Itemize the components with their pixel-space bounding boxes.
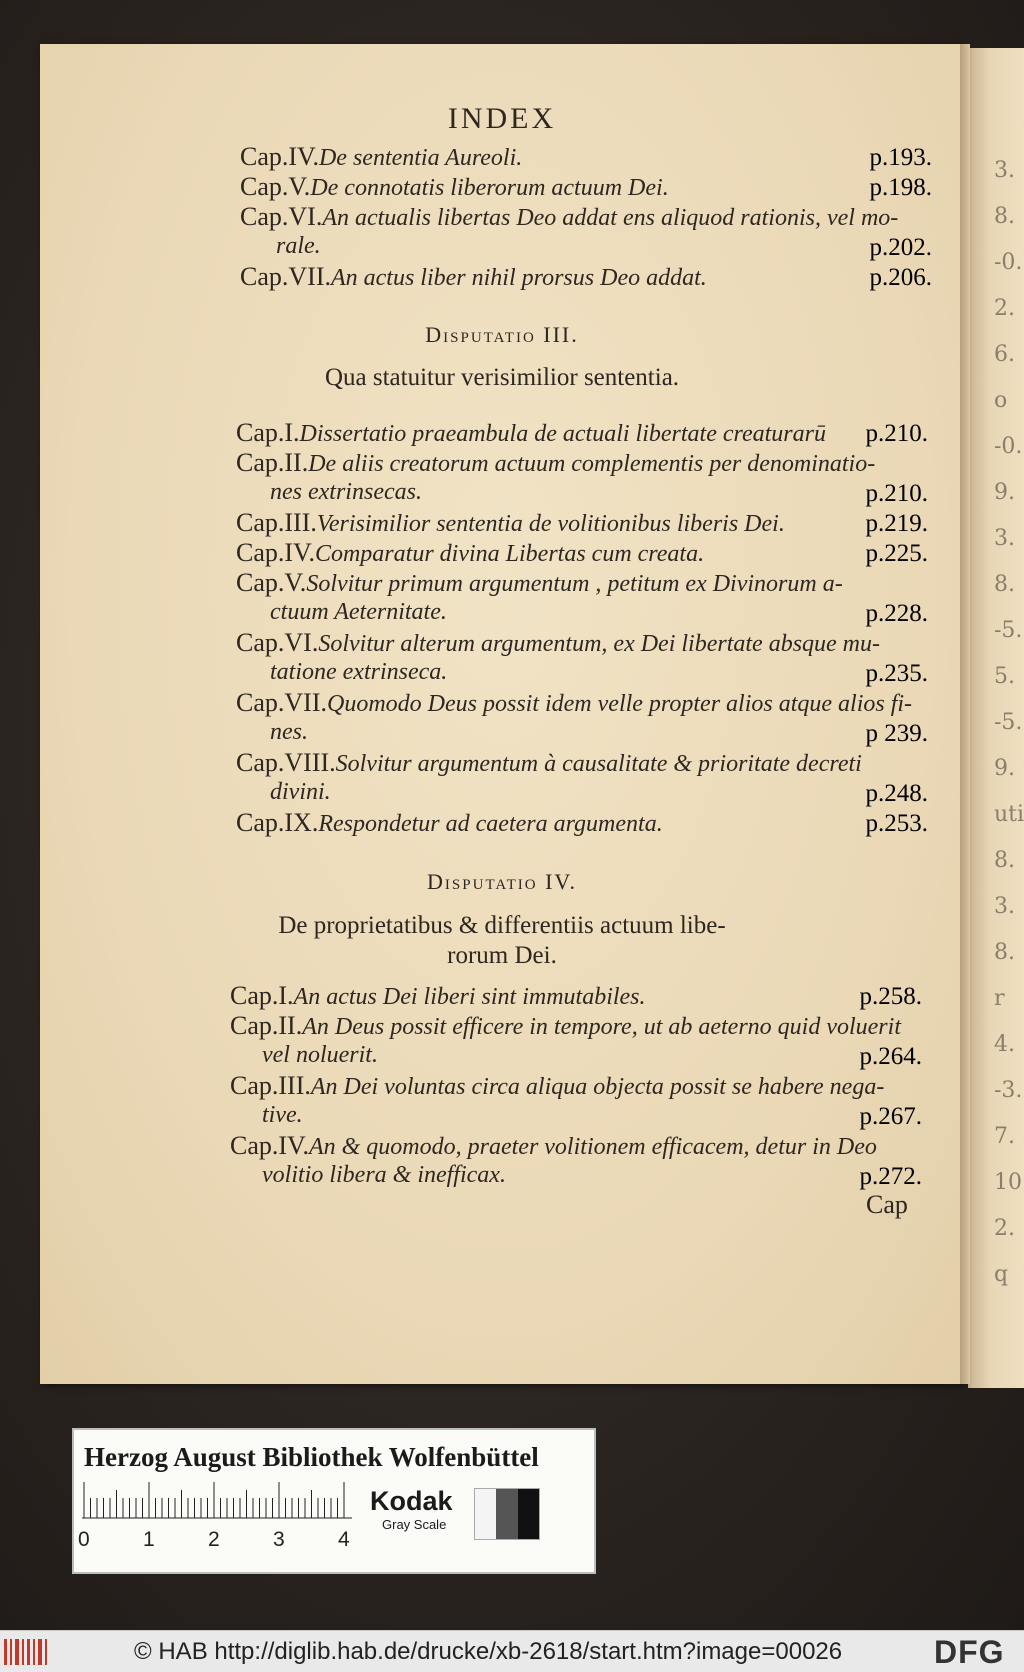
adjacent-page-mark: r (994, 986, 1005, 1011)
adjacent-page-mark: 3. (994, 526, 1015, 551)
page-reference: p.210. (865, 420, 928, 447)
chapter-number: Cap.IV. (230, 1131, 309, 1160)
page-reference: p.267. (859, 1103, 922, 1130)
gray-scale-patches (474, 1488, 540, 1540)
page-reference: p.219. (865, 510, 928, 537)
page-reference: p.258. (859, 983, 922, 1010)
index-entry (240, 174, 669, 200)
index-entry (236, 690, 912, 716)
ruler-number: 4 (338, 1528, 350, 1551)
page-reference: p.228. (865, 600, 928, 627)
chapter-number: Cap.I. (230, 981, 294, 1010)
chapter-number: Cap.V. (236, 568, 307, 597)
chapter-title-continuation: ctuum Aeternitate. (270, 599, 447, 625)
page-reference: p.206. (869, 264, 932, 291)
disputatio-iv-subtitle-line2: rorum Dei. (447, 942, 557, 969)
chapter-number: Cap.VI. (236, 628, 319, 657)
index-entry (230, 1073, 884, 1099)
ruler-number: 3 (273, 1528, 285, 1551)
chapter-title: An Deus possit efficere in tempore, ut ab aeterno quid voluerit (302, 1014, 901, 1040)
chapter-title: Verisimilior sententia de volitionibus liberis Dei. (316, 511, 785, 537)
chapter-title: De connotatis liberorum actuum Dei. (310, 175, 669, 201)
index-entry (230, 1013, 901, 1039)
chapter-number: Cap.VII. (240, 262, 331, 291)
dfg-logo: DFG (934, 1634, 1005, 1670)
adjacent-page-mark: 8. (994, 848, 1015, 873)
kodak-logo: Kodak (370, 1486, 453, 1516)
index-entry (240, 264, 707, 290)
chapter-number: Cap.II. (236, 448, 309, 477)
index-entry (240, 144, 522, 170)
adjacent-page-mark: 8. (994, 940, 1015, 965)
chapter-title-continuation: nes extrinsecas. (270, 479, 422, 505)
adjacent-page-mark: 6. (994, 342, 1015, 367)
kodak-gray-scale-text: Gray Scale (382, 1517, 447, 1532)
chapter-number: Cap.VI. (240, 202, 323, 231)
chapter-title: Comparatur divina Libertas cum creata. (314, 541, 705, 567)
adjacent-page-mark: 9. (994, 756, 1015, 781)
disputatio-iv-heading: Disputatio IV. (427, 869, 577, 894)
adjacent-page-mark: 2. (994, 296, 1015, 321)
chapter-number: Cap.IV. (236, 538, 315, 567)
adjacent-page (968, 48, 1024, 1388)
adjacent-page-mark: uti (994, 802, 1024, 827)
chapter-title: Dissertatio praeambula de actuali libertate creaturarū (299, 421, 826, 447)
disputatio-iii-subtitle: Qua statuitur verisimilior sententia. (324, 364, 680, 391)
chapter-number: Cap.I. (236, 418, 300, 447)
chapter-number: Cap.III. (230, 1071, 311, 1100)
page-title: INDEX (447, 102, 557, 135)
chapter-title: Solvitur alterum argumentum, ex Dei libertate absque mu- (318, 631, 881, 657)
chapter-title: Respondetur ad caetera argumenta. (318, 811, 663, 837)
chapter-title: An & quomodo, praeter volitionem efficacem, detur in Deo (308, 1134, 877, 1160)
chapter-title-continuation: rale. (276, 233, 321, 259)
ruler-number: 2 (208, 1528, 220, 1551)
adjacent-page-mark: 10 (994, 1170, 1022, 1195)
library-color-chart-label (72, 1428, 596, 1574)
adjacent-page-mark: 3. (994, 894, 1015, 919)
ruler-number: 0 (78, 1528, 90, 1551)
adjacent-page-mark: 4. (994, 1032, 1015, 1057)
catchword: Cap (866, 1190, 908, 1219)
page-reference: p.198. (869, 174, 932, 201)
disputatio-iv-subtitle-line1: De proprietatibus & differentiis actuum libe- (278, 912, 726, 939)
page-reference: p.202. (869, 234, 932, 261)
chapter-title: Solvitur argumentum à causalitate & prioritate decreti (335, 751, 862, 777)
chapter-title-continuation: vel noluerit. (262, 1042, 378, 1068)
footer-bar (0, 1630, 1024, 1672)
adjacent-page-mark: 5. (994, 664, 1015, 689)
chapter-number: Cap.IX. (236, 808, 319, 837)
adjacent-page-mark: 2. (994, 1216, 1015, 1241)
page-reference: p.235. (865, 660, 928, 687)
chapter-number: Cap.IV. (240, 142, 319, 171)
adjacent-page-mark: 8. (994, 204, 1015, 229)
adjacent-page-mark: -5. (994, 710, 1023, 735)
chapter-number: Cap.VII. (236, 688, 327, 717)
page-reference: p.225. (865, 540, 928, 567)
adjacent-page-mark: 7. (994, 1124, 1015, 1149)
page-gutter (960, 44, 970, 1384)
chapter-number: Cap.V. (240, 172, 311, 201)
chapter-title: Solvitur primum argumentum , petitum ex Divinorum a- (306, 571, 843, 597)
index-entry (236, 570, 843, 596)
page-reference: p.272. (859, 1163, 922, 1190)
disputatio-iii-heading: Disputatio III. (425, 322, 579, 347)
chapter-title-continuation: divini. (270, 779, 331, 805)
page-reference: p.193. (869, 144, 932, 171)
chapter-title-continuation: tatione extrinseca. (270, 659, 448, 685)
chapter-title: An actus Dei liberi sint immutabiles. (293, 984, 646, 1010)
footer-credit-link[interactable]: © HAB http://diglib.hab.de/drucke/xb-2618/start.htm?image=00026 (134, 1638, 843, 1665)
index-entry (230, 1133, 877, 1159)
page-reference: p.210. (865, 480, 928, 507)
chapter-number: Cap.II. (230, 1011, 303, 1040)
page-reference: p.253. (865, 810, 928, 837)
chapter-number: Cap.VIII. (236, 748, 336, 777)
index-entry (240, 204, 898, 230)
index-entry (236, 630, 880, 656)
index-entry (236, 810, 663, 836)
index-entry (230, 983, 646, 1009)
chapter-title-continuation: tive. (262, 1102, 303, 1128)
adjacent-page-mark: -5. (994, 618, 1023, 643)
adjacent-page-mark: -0. (994, 250, 1023, 275)
index-entry (236, 510, 785, 536)
ruler-number: 1 (143, 1528, 155, 1551)
adjacent-page-mark: 9. (994, 480, 1015, 505)
chapter-title-continuation: volitio libera & inefficax. (262, 1162, 506, 1188)
adjacent-page-mark: -0. (994, 434, 1023, 459)
index-entry (236, 450, 875, 476)
page-reference: p 239. (865, 720, 928, 747)
adjacent-page-mark: o (994, 388, 1008, 413)
chapter-title-continuation: nes. (270, 719, 308, 745)
chapter-title: An Dei voluntas circa aliqua objecta possit se habere nega- (310, 1074, 885, 1100)
adjacent-page-mark: -3. (994, 1078, 1023, 1103)
page-reference: p.264. (859, 1043, 922, 1070)
index-entry (236, 420, 826, 446)
chapter-title: An actus liber nihil prorsus Deo addat. (330, 265, 707, 291)
chapter-title: Quomodo Deus possit idem velle propter alios atque alios fi- (326, 691, 913, 717)
index-entry (236, 750, 862, 776)
ruler-scale (78, 1480, 372, 1562)
chapter-title: An actualis libertas Deo addat ens aliquod rationis, vel mo- (322, 205, 899, 231)
adjacent-page-mark: q (994, 1262, 1009, 1287)
chapter-number: Cap.III. (236, 508, 317, 537)
chapter-title: De aliis creatorum actuum complementis per denominatio- (308, 451, 876, 477)
library-name: Herzog August Bibliothek Wolfenbüttel (84, 1442, 539, 1472)
barcode-icon (4, 1637, 48, 1667)
adjacent-page-mark: 8. (994, 572, 1015, 597)
adjacent-page-mark: 3. (994, 158, 1015, 183)
page-reference: p.248. (865, 780, 928, 807)
index-entry (236, 540, 704, 566)
chapter-title: De sententia Aureoli. (318, 145, 523, 171)
